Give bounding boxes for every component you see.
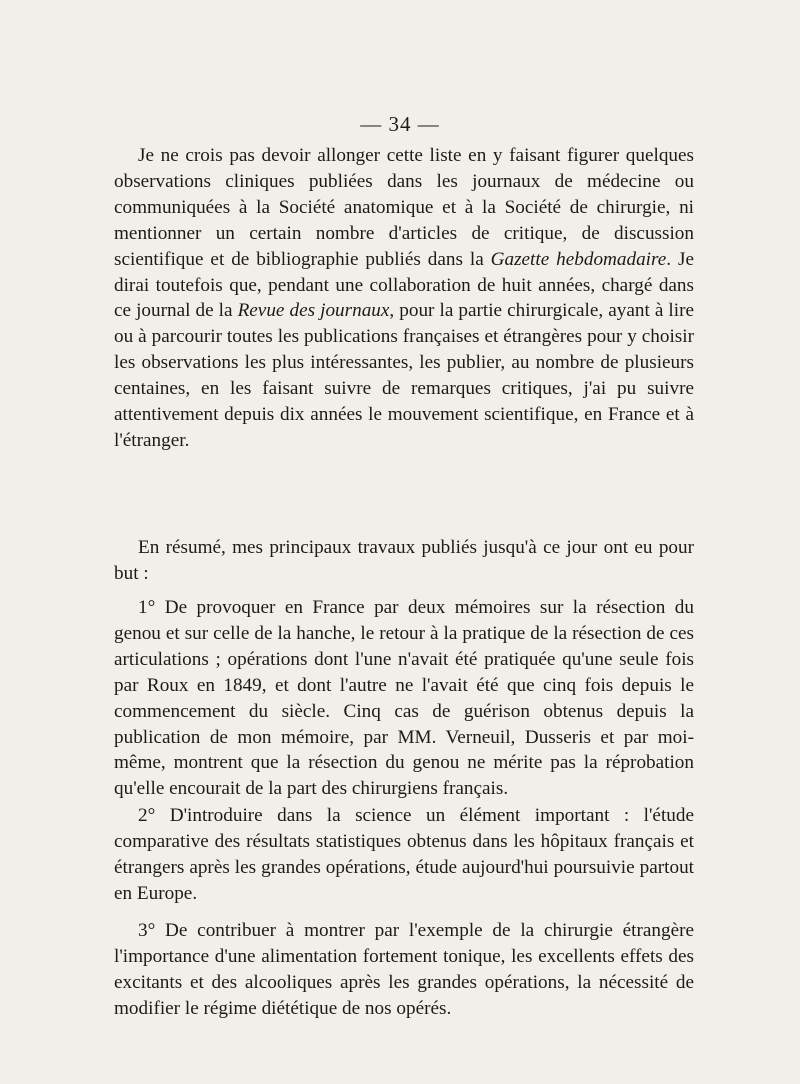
text-run: . Je dirai toutefois que, pendant une collaboration de huit années, chargé dans ce journal de la	[114, 248, 694, 322]
paragraph-summary	[114, 535, 694, 587]
page-number: — 34 —	[360, 112, 440, 136]
journal-title-revue: Revue des journaux	[237, 300, 390, 322]
paragraph-point-1	[114, 595, 694, 802]
paragraph-bibliography	[114, 143, 694, 454]
paragraph-text: 2° D'introduire dans la science un élément important : l'étude comparative des résultats statistiques obtenus dans les hôpitaux français et étrangers après les grandes opérations, étude aujourd'hui poursuivie partout en Europe.	[114, 805, 694, 904]
paragraph-text: 1° De provoquer en France par deux mémoires sur la résection du genou et sur celle de la hanche, le retour à la pratique de la résection de ces articulations ; opérations dont l'une n'avait été pratiquée qu'une seule fois par Roux en 1849, et dont l'autre ne l'avait été que cinq fois depuis le commencement du siècle. Cinq cas de guérison obtenus depuis la publication de mon mémoire, par MM. Verneuil, Dusseris et par moi-même, montrent que la résection du genou ne mérite pas la réprobation qu'elle encourait de la part des chirurgiens français.	[114, 597, 694, 800]
text-run: Je ne crois pas devoir allonger cette liste en y faisant figurer quelques observations cliniques publiées dans les journaux de médecine ou communiquées à la Société anatomique et à la Société de chirurgie, ni mentionner un certain nombre d'articles de critique, de discussion scientifique et de bibliographie publiés dans la	[114, 145, 694, 270]
paragraph-text: 3° De contribuer à montrer par l'exemple de la chirurgie étrangère l'importance d'une alimentation fortement tonique, les excellents effets des excitants et des alcooliques après les grandes opérations, la nécessité de modifier le régime diététique de nos opérés.	[114, 920, 694, 1019]
text-run: , pour la partie chirurgicale, ayant à lire ou à parcourir toutes les publications françaises et étrangères pour y choisir les observations les plus intéressantes, les publier, au nombre de plusieurs centaines, en les faisant suivre de remarques critiques, j'ai pu suivre attentivement depuis dix années le mouvement scientifique, en France et à l'étranger.	[114, 300, 694, 451]
journal-title-gazette: Gazette hebdomadaire	[490, 248, 667, 270]
paragraph-text: En résumé, mes principaux travaux publiés jusqu'à ce jour ont eu pour but :	[114, 537, 694, 584]
paragraph-text	[114, 143, 694, 454]
paragraph-point-2	[114, 803, 694, 907]
paragraph-point-3	[114, 918, 694, 1022]
